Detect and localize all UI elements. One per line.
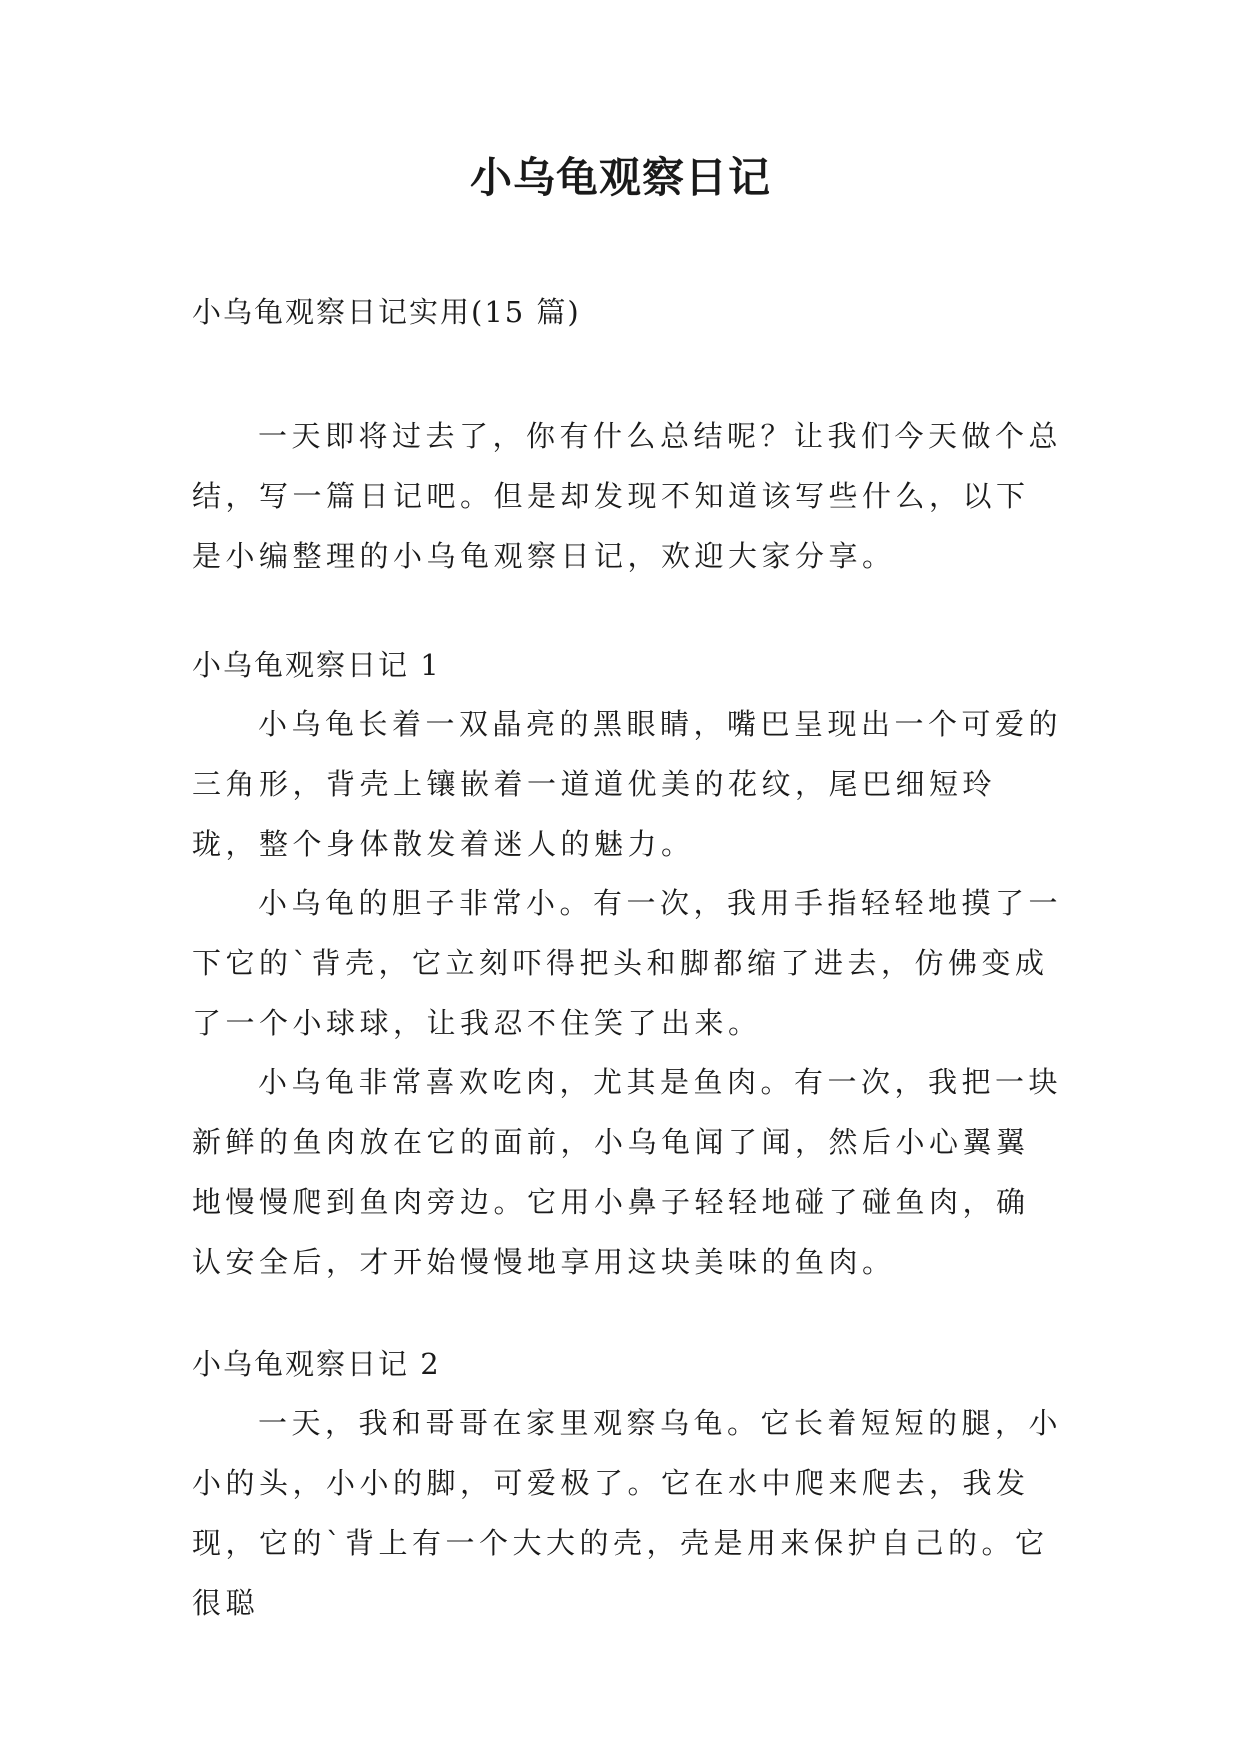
section-heading: 小乌龟观察日记 1 xyxy=(192,648,441,682)
intro-paragraph: 一天即将过去了，你有什么总结呢？让我们今天做个总结，写一篇日记吧。但是却发现不知道该写些什么，以下是小编整理的小乌龟观察日记，欢迎大家分享。 xyxy=(192,419,1063,573)
body-paragraph: 小乌龟的胆子非常小。有一次，我用手指轻轻地摸了一下它的`背壳，它立刻吓得把头和脚都缩了进去，仿佛变成了一个小球球，让我忍不住笑了出来。 xyxy=(192,886,1063,1040)
body-paragraph: 小乌龟非常喜欢吃肉，尤其是鱼肉。有一次，我把一块新鲜的鱼肉放在它的面前，小乌龟闻了闻，然后小心翼翼地慢慢爬到鱼肉旁边。它用小鼻子轻轻地碰了碰鱼肉，确认安全后，才开始慢慢地享用这块美味的鱼肉。 xyxy=(192,1065,1063,1279)
section-heading: 小乌龟观察日记 2 xyxy=(192,1347,441,1381)
page-title: 小乌龟观察日记 xyxy=(469,153,771,202)
document-subtitle: 小乌龟观察日记实用(15 篇) xyxy=(192,295,581,329)
body-paragraph: 一天，我和哥哥在家里观察乌龟。它长着短短的腿，小小的头，小小的脚，可爱极了。它在水中爬来爬去，我发现，它的`背上有一个大大的壳，壳是用来保护自己的。它很聪 xyxy=(192,1406,1063,1620)
body-paragraph: 小乌龟长着一双晶亮的黑眼睛，嘴巴呈现出一个可爱的三角形，背壳上镶嵌着一道道优美的花纹，尾巴细短玲珑，整个身体散发着迷人的魅力。 xyxy=(192,707,1063,861)
